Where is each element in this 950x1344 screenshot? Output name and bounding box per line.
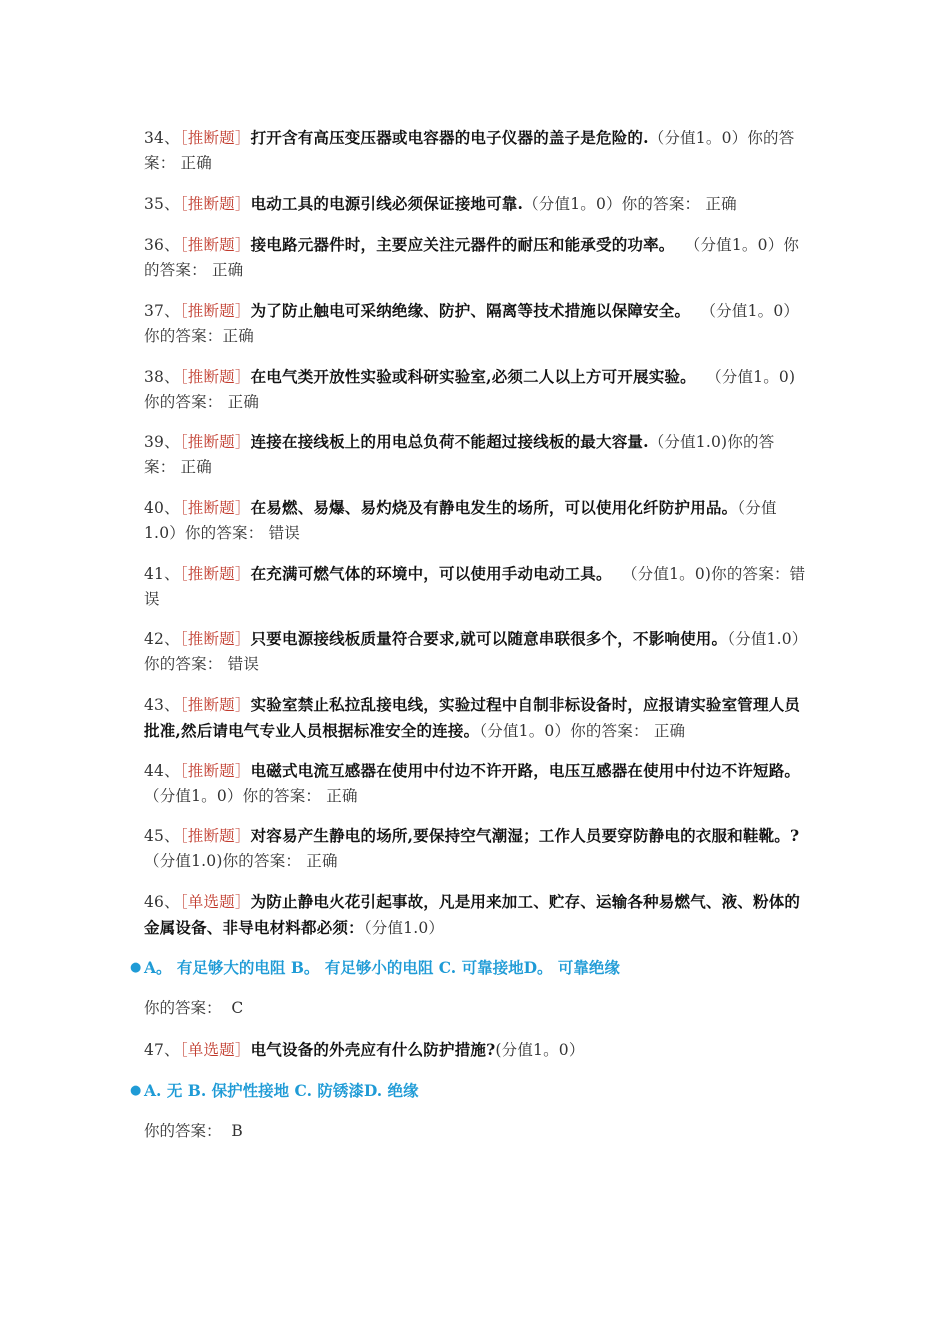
question-45	[144, 823, 808, 874]
question-number: 44、	[144, 762, 180, 780]
options-text: A。 有足够大的电阻 B。 有足够小的电阻 C. 可靠接地D。 可靠绝缘	[144, 958, 620, 977]
question-35	[144, 191, 808, 217]
question-score: （分值1.0)	[648, 433, 728, 451]
question-number: 45、	[144, 827, 180, 845]
question-type-tag: ［单选题］	[179, 1041, 251, 1059]
answer-label: 你的答案：	[184, 524, 264, 542]
bullet-icon: ●	[130, 1083, 142, 1098]
answer-value: 正确	[211, 261, 244, 279]
question-number: 47、	[144, 1041, 180, 1059]
question-stem: 对容易产生静电的场所,要保持空气潮湿；工作人员要穿防静电的衣服和鞋靴。?	[250, 826, 800, 845]
question-type-tag: ［推断题］	[179, 302, 251, 320]
question-stem: 为防止静电火花引起事故，凡是用来加工、贮存、运输各种易燃气、液、粉体的金属设备、非导电材料都必须：	[144, 892, 801, 937]
question-type-tag: ［推断题］	[179, 696, 251, 714]
question-36	[144, 232, 808, 283]
answer-value: 正确	[180, 154, 212, 172]
question-37	[144, 298, 808, 349]
answer-value: 错误	[268, 524, 301, 542]
question-47	[144, 1037, 808, 1063]
question-stem: 电磁式电流互感器在使用中付边不许开路，电压互感器在使用中付边不许短路。	[250, 761, 801, 780]
question-type-tag: ［推断题］	[179, 762, 251, 780]
answer-label: 你的答案：	[144, 433, 775, 476]
bullet-icon: ●	[130, 960, 142, 975]
question-stem: 在易燃、易爆、易灼烧及有静电发生的场所，可以使用化纤防护用品。	[250, 498, 738, 517]
answer-label: 你的答案：	[144, 655, 223, 673]
question-38	[144, 364, 808, 415]
question-40	[144, 495, 808, 546]
question-42	[144, 626, 808, 677]
answer-label: 你的答案：	[144, 129, 795, 172]
answer-value: 正确	[180, 458, 212, 476]
question-type-tag: ［推断题］	[179, 129, 251, 147]
question-stem: 在充满可燃气体的环境中，可以使用手动电动工具。	[250, 564, 612, 583]
answer-value: B	[231, 1122, 243, 1140]
question-number: 42、	[144, 630, 180, 648]
question-type-tag: ［推断题］	[179, 630, 251, 648]
answer-value: 错误	[227, 655, 260, 673]
question-46	[144, 889, 808, 941]
question-type-tag: ［单选题］	[179, 893, 251, 911]
question-stem: 接电路元器件时，主要应关注元器件的耐压和能承受的功率。	[250, 235, 675, 254]
question-score: (分值1。0）	[495, 1041, 585, 1059]
question-score: （分值1.0）	[144, 499, 777, 542]
question-number: 37、	[144, 302, 180, 320]
question-stem: 连接在接线板上的用电总负荷不能超过接线板的最大容量.	[250, 432, 649, 451]
answer-label: 你的答案：	[144, 327, 223, 345]
question-number: 46、	[144, 893, 180, 911]
question-number: 36、	[144, 236, 180, 254]
question-stem: 打开含有高压变压器或电容器的电子仪器的盖子是危险的.	[250, 128, 649, 147]
question-43	[144, 692, 808, 744]
question-type-tag: ［推断题］	[179, 236, 251, 254]
question-type-tag: ［推断题］	[179, 565, 251, 583]
question-score: （分值1。0）	[648, 129, 748, 147]
question-score: （分值1。0）	[479, 722, 571, 740]
answer-value: 错误	[144, 565, 806, 608]
question-score: （分值1.0）	[363, 919, 445, 937]
question-score: （分值1。0）	[700, 302, 800, 320]
answer-value: 正确	[227, 393, 260, 411]
question-number: 38、	[144, 368, 180, 386]
question-type-tag: ［推断题］	[179, 499, 251, 517]
question-number: 41、	[144, 565, 180, 583]
answer-options-47	[130, 1078, 830, 1103]
answer-line-46	[144, 996, 243, 1021]
question-stem: 电气设备的外壳应有什么防护措施?	[250, 1040, 496, 1059]
answer-value: 正确	[653, 722, 686, 740]
question-type-tag: ［推断题］	[179, 433, 251, 451]
question-stem: 为了防止触电可采纳绝缘、防护、隔离等技术措施以保障安全。	[250, 301, 691, 320]
question-stem: 电动工具的电源引线必须保证接地可靠.	[250, 194, 524, 213]
answer-value: C	[231, 999, 244, 1017]
question-type-tag: ［推断题］	[179, 368, 251, 386]
question-41	[144, 561, 808, 612]
question-type-tag: ［推断题］	[179, 195, 251, 213]
answer-label: 你的答案：	[570, 722, 649, 740]
question-number: 35、	[144, 195, 180, 213]
question-score: （分值1。0)	[621, 565, 712, 583]
answer-label: 你的答案：	[144, 236, 800, 279]
answer-label: 你的答案：	[621, 195, 701, 213]
question-44	[144, 758, 808, 809]
answer-value: 正确	[705, 195, 737, 213]
answer-options-46	[130, 955, 830, 980]
question-score: （分值1。0）	[684, 236, 784, 254]
answer-value: 正确	[306, 852, 338, 870]
options-text: A. 无 B. 保护性接地 C. 防锈漆D. 绝缘	[144, 1081, 419, 1100]
answer-value: 正确	[222, 327, 254, 345]
question-score: （分值1.0）	[727, 630, 808, 648]
question-stem: 在电气类开放性实验或科研实验室,必须二人以上方可开展实验。	[250, 367, 696, 386]
answer-label: 你的答案：	[144, 393, 223, 411]
answer-label: 你的答案：	[144, 999, 222, 1017]
question-number: 43、	[144, 696, 180, 714]
answer-label: 你的答案：	[242, 787, 322, 805]
question-score: （分值1。0)	[706, 368, 796, 386]
question-type-tag: ［推断题］	[179, 827, 251, 845]
question-number: 40、	[144, 499, 180, 517]
answer-line-47	[144, 1119, 243, 1144]
question-score: （分值1。0）	[523, 195, 622, 213]
answer-label: 你的答案：	[144, 1122, 222, 1140]
question-stem: 只要电源接线板质量符合要求,就可以随意串联很多个，不影响使用。	[250, 629, 728, 648]
question-34	[144, 125, 808, 176]
question-score: （分值1。0）	[144, 787, 243, 805]
answer-value: 正确	[326, 787, 358, 805]
question-39	[144, 429, 808, 480]
question-number: 39、	[144, 433, 180, 451]
question-stem: 实验室禁止私拉乱接电线，实验过程中自制非标设备时，应报请实验室管理人员批准,然后请电气专业人员根据标准安全的连接。	[144, 695, 801, 740]
answer-label: 你的答案：	[222, 852, 302, 870]
question-number: 34、	[144, 129, 180, 147]
answer-label: 你的答案：	[711, 565, 790, 583]
question-score: （分值1.0)	[144, 852, 223, 870]
